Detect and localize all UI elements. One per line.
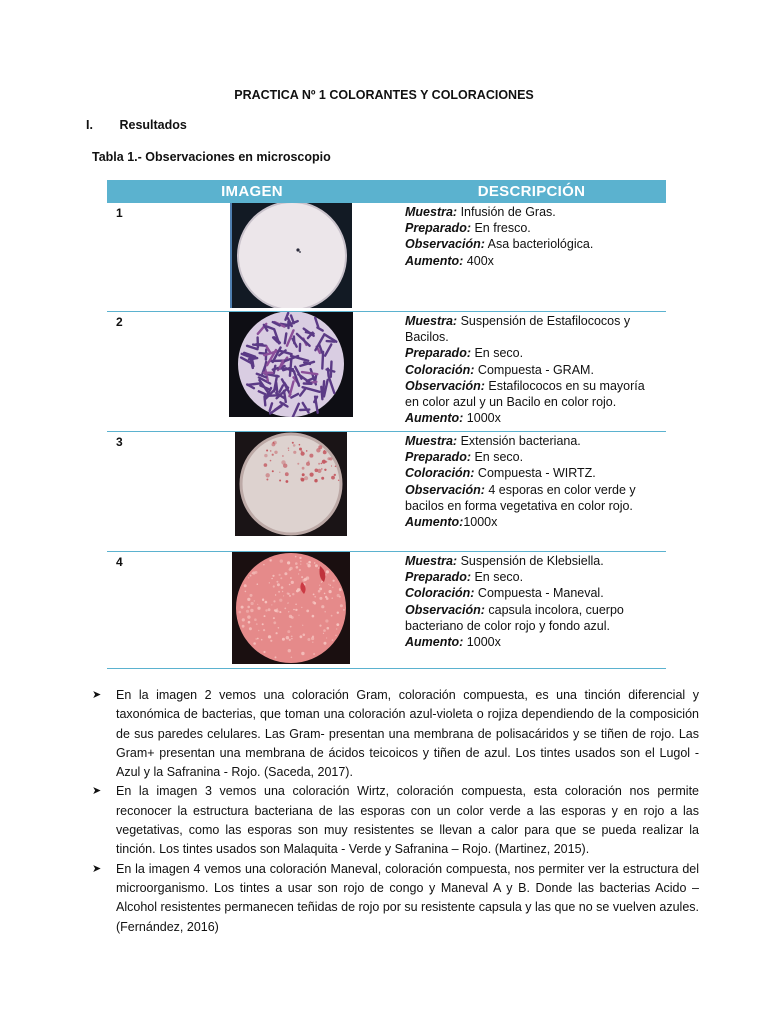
capsule-mark bbox=[290, 657, 292, 659]
capsule-mark bbox=[299, 635, 302, 638]
capsule-mark bbox=[260, 639, 262, 641]
capsule-mark bbox=[271, 578, 272, 579]
capsule-mark bbox=[241, 625, 244, 628]
capsule-mark bbox=[265, 609, 267, 611]
capsule-mark bbox=[287, 561, 290, 564]
cell-mark bbox=[291, 442, 293, 444]
capsule-mark bbox=[323, 629, 326, 632]
capsule-mark bbox=[274, 656, 276, 658]
table-row bbox=[107, 203, 666, 312]
cell-mark bbox=[300, 450, 302, 452]
capsule-mark bbox=[279, 599, 282, 602]
capsule-mark bbox=[295, 609, 297, 611]
capsule-mark bbox=[276, 581, 278, 583]
capsule-mark bbox=[302, 634, 305, 637]
list-item: ➤ En la imagen 3 vemos una coloración Wirtz, coloración compuesta, esta coloración nos permite reconocer la estructura bacteriana de las esporas con un color verde a las esporas y en rojo a las vegetativas, como las esporas son muy resistentes se llevan a calor para que se pueda realizar la tinción. Los tintes usados son Malaquita - Verde y Safranina – Rojo. (Martinez, 2015). bbox=[92, 784, 699, 857]
micrograph-image-4 bbox=[232, 552, 350, 664]
cell-mark bbox=[297, 463, 299, 465]
capsule-mark bbox=[312, 594, 314, 596]
capsule-mark bbox=[267, 635, 270, 638]
cell-mark bbox=[320, 463, 322, 465]
capsule-mark bbox=[274, 609, 277, 612]
cell-mark bbox=[269, 460, 271, 462]
cell-mark bbox=[329, 457, 332, 460]
capsule-mark bbox=[286, 592, 288, 594]
capsule-mark bbox=[250, 602, 253, 605]
capsule-mark bbox=[293, 609, 295, 611]
capsule-mark bbox=[298, 569, 300, 571]
capsule-mark bbox=[331, 639, 333, 641]
capsule-mark bbox=[267, 608, 270, 611]
cell-mark bbox=[283, 464, 287, 468]
capsule-mark bbox=[285, 636, 288, 639]
cell-mark bbox=[266, 450, 268, 452]
capsule-mark bbox=[271, 604, 272, 605]
capsule-mark bbox=[261, 623, 263, 625]
cell-mark bbox=[301, 467, 304, 470]
capsule-mark bbox=[290, 636, 292, 638]
capsule-mark bbox=[288, 568, 291, 571]
cell-mark bbox=[263, 463, 267, 467]
capsule-mark bbox=[290, 577, 292, 579]
capsule-mark bbox=[277, 627, 279, 629]
capsule-mark bbox=[253, 600, 255, 602]
micrograph-image-3 bbox=[235, 432, 347, 536]
capsule-mark bbox=[263, 651, 265, 653]
capsule-mark bbox=[240, 606, 243, 609]
capsule-mark bbox=[292, 593, 294, 595]
cell-mark bbox=[306, 462, 310, 466]
capsule-mark bbox=[323, 642, 326, 645]
cell-mark bbox=[321, 460, 325, 464]
capsule-mark bbox=[314, 562, 315, 563]
capsule-mark bbox=[308, 561, 311, 564]
capsule-mark bbox=[339, 588, 341, 590]
capsule-mark bbox=[325, 570, 328, 573]
cell-mark bbox=[292, 444, 295, 447]
capsule-mark bbox=[295, 566, 298, 569]
capsule-mark bbox=[288, 639, 290, 641]
capsule-mark bbox=[250, 609, 253, 612]
capsule-mark bbox=[339, 604, 342, 607]
row-description: Muestra: Suspensión de Estafilococos y Bacilos. Preparado: En seco. Coloración: Compuesta - GRAM. Observación: Estafilococos en su mayoría en color azul y un Bacilo en color rojo. Aumento: 1000x bbox=[397, 312, 666, 432]
header-descripcion: DESCRIPCIÓN bbox=[397, 180, 666, 203]
cell-mark bbox=[287, 447, 289, 449]
capsule-mark bbox=[238, 611, 241, 614]
table-header-row bbox=[107, 180, 666, 203]
capsule-mark bbox=[342, 609, 344, 611]
row-number: 4 bbox=[107, 552, 184, 669]
row-description: Muestra: Infusión de Gras. Preparado: En fresco. Observación: Asa bacteriológica. Aumento: 400x bbox=[397, 203, 666, 312]
capsule-mark bbox=[289, 626, 291, 628]
capsule-mark bbox=[283, 595, 284, 596]
cell-mark bbox=[309, 473, 313, 477]
capsule-mark bbox=[270, 640, 272, 642]
cell-mark bbox=[271, 470, 273, 472]
capsule-mark bbox=[299, 557, 301, 559]
capsule-mark bbox=[255, 638, 256, 639]
capsule-mark bbox=[249, 594, 252, 597]
bacillus-mark bbox=[330, 362, 331, 377]
cell-mark bbox=[298, 444, 300, 446]
list-item: ➤ En la imagen 4 vemos una coloración Maneval, coloración compuesta, nos permiter ver la estructura del microorganismo. Los tintes a usar son rojo de congo y Maneval A y B. Donde las bacterias Acido – Alcohol resistentes permanecen teñidas de rojo por su resistente capsula y las que no se vuelven azules. (Fernández, 2016) bbox=[92, 861, 699, 934]
cell-mark bbox=[285, 480, 288, 483]
capsule-mark bbox=[243, 584, 246, 587]
bacillus-mark bbox=[284, 333, 286, 343]
cell-mark bbox=[299, 448, 302, 451]
capsule-mark bbox=[255, 623, 257, 625]
cell-mark bbox=[309, 454, 313, 458]
capsule-mark bbox=[245, 610, 248, 613]
cell-mark bbox=[317, 469, 321, 473]
row-description: Muestra: Extensión bacteriana. Preparado: En seco. Coloración: Compuesta - WIRTZ. Observación: 4 esporas en color verde y bacilos en forma vegetativa en color rojo. Aumento:1000x bbox=[397, 432, 666, 552]
capsule-mark bbox=[331, 598, 332, 599]
capsule-mark bbox=[302, 625, 303, 626]
capsule-mark bbox=[319, 588, 322, 591]
cell-mark bbox=[269, 450, 271, 452]
capsule-mark bbox=[304, 578, 307, 581]
capsule-mark bbox=[279, 611, 281, 613]
capsule-mark bbox=[264, 601, 267, 604]
list-item: ➤ En la imagen 2 vemos una coloración Gram, coloración compuesta, es una tinción diferencial y taxonómica de bacterias, que toman una coloración azul-violeta o rojiza dependiendo de la composición de sus paredes celulares. Las Gram- presentan una membrana de polisacáridos y se tiñen de rojo. Las Gram+ presentan una membrana de ácidos teicoicos y tiñen de azul. Los tintes usados son el Lugol - Azul y la Safranina - Rojo. (Saceda, 2017). bbox=[92, 688, 699, 780]
capsule-mark bbox=[263, 629, 265, 631]
capsule-mark bbox=[323, 593, 325, 595]
micrograph-image-1 bbox=[230, 203, 352, 308]
cell-mark bbox=[264, 454, 267, 457]
capsule-mark bbox=[253, 642, 256, 645]
capsule-mark bbox=[284, 608, 286, 610]
capsule-mark bbox=[321, 605, 324, 608]
capsule-mark bbox=[287, 603, 288, 604]
cell-mark bbox=[271, 443, 275, 447]
capsule-mark bbox=[295, 562, 298, 565]
capsule-mark bbox=[272, 617, 274, 619]
capsule-mark bbox=[318, 567, 320, 569]
capsule-mark bbox=[257, 630, 259, 632]
capsule-mark bbox=[326, 627, 329, 630]
cell-mark bbox=[266, 479, 268, 481]
capsule-mark bbox=[336, 612, 338, 614]
capsule-mark bbox=[335, 635, 337, 637]
capsule-mark bbox=[339, 596, 341, 598]
capsule-mark bbox=[322, 633, 323, 634]
capsule-mark bbox=[248, 627, 251, 630]
bacillus-mark bbox=[289, 359, 291, 376]
capsule-mark bbox=[325, 619, 328, 622]
capsule-mark bbox=[275, 632, 277, 634]
capsule-mark bbox=[272, 575, 274, 577]
capsule-mark bbox=[306, 563, 308, 565]
capsule-mark bbox=[263, 615, 265, 617]
capsule-mark bbox=[288, 615, 291, 618]
cell-mark bbox=[305, 450, 307, 452]
capsule-mark bbox=[336, 623, 339, 626]
capsule-mark bbox=[278, 591, 280, 593]
cell-mark bbox=[330, 465, 331, 466]
cell-mark bbox=[301, 473, 304, 476]
observations-table bbox=[107, 180, 666, 669]
capsule-mark bbox=[324, 596, 326, 598]
cell-mark bbox=[334, 466, 336, 468]
capsule-mark bbox=[284, 572, 287, 575]
table-row bbox=[107, 432, 666, 552]
bacillus-mark bbox=[321, 387, 322, 399]
capsule-mark bbox=[288, 611, 289, 612]
capsule-mark bbox=[247, 577, 248, 578]
cell-mark bbox=[318, 463, 320, 465]
capsule-mark bbox=[278, 574, 280, 576]
cell-mark bbox=[279, 480, 281, 482]
capsule-mark bbox=[247, 621, 250, 624]
arrowhead-bullet-icon: ➤ bbox=[92, 689, 102, 701]
capsule-mark bbox=[272, 585, 274, 587]
table-row bbox=[107, 552, 666, 669]
capsule-mark bbox=[332, 580, 334, 582]
capsule-mark bbox=[256, 583, 258, 585]
capsule-mark bbox=[324, 611, 326, 613]
capsule-mark bbox=[247, 598, 250, 601]
capsule-mark bbox=[288, 584, 290, 586]
capsule-mark bbox=[319, 597, 322, 600]
cell-mark bbox=[323, 450, 325, 452]
capsule-mark bbox=[281, 591, 282, 592]
capsule-mark bbox=[332, 587, 333, 588]
capsule-mark bbox=[314, 564, 317, 567]
table-row bbox=[107, 312, 666, 432]
capsule-mark bbox=[263, 564, 264, 565]
capsule-mark bbox=[269, 559, 272, 562]
capsule-mark bbox=[297, 573, 298, 574]
capsule-mark bbox=[256, 638, 258, 640]
capsule-mark bbox=[306, 610, 309, 613]
document-title: PRACTICA Nº 1 COLORANTES Y COLORACIONES bbox=[234, 88, 534, 102]
cell-mark bbox=[282, 455, 284, 457]
cell-mark bbox=[300, 477, 303, 480]
capsule-mark bbox=[320, 582, 321, 583]
cell-mark bbox=[284, 472, 288, 476]
capsule-mark bbox=[281, 638, 284, 641]
row-number: 2 bbox=[107, 312, 184, 432]
micrograph-image-2 bbox=[229, 312, 353, 417]
capsule-mark bbox=[336, 628, 337, 629]
capsule-mark bbox=[326, 637, 327, 638]
capsule-mark bbox=[280, 586, 283, 589]
cell-mark bbox=[315, 479, 316, 480]
capsule-mark bbox=[279, 559, 282, 562]
capsule-mark bbox=[257, 604, 258, 605]
bacillus-mark bbox=[322, 352, 323, 369]
bacillus-mark bbox=[273, 366, 275, 373]
section-heading bbox=[86, 118, 187, 132]
capsule-mark bbox=[307, 638, 310, 641]
capsule-mark bbox=[301, 652, 304, 655]
capsule-mark bbox=[241, 618, 244, 621]
cell-mark bbox=[265, 473, 269, 477]
capsule-mark bbox=[249, 575, 251, 577]
cell-mark bbox=[337, 480, 338, 481]
cell-mark bbox=[321, 468, 322, 469]
capsule-mark bbox=[330, 615, 332, 617]
capsule-mark bbox=[295, 604, 297, 606]
capsule-mark bbox=[273, 600, 275, 602]
capsule-mark bbox=[311, 637, 314, 640]
row-number: 3 bbox=[107, 432, 184, 552]
cell-mark bbox=[333, 474, 335, 476]
discussion-list bbox=[92, 686, 699, 937]
cell-mark bbox=[324, 469, 326, 471]
capsule-mark bbox=[300, 564, 301, 565]
capsule-mark bbox=[328, 590, 331, 593]
cell-mark bbox=[288, 450, 289, 451]
capsule-mark bbox=[313, 602, 316, 605]
section-label: Resultados bbox=[119, 118, 187, 132]
capsule-mark bbox=[301, 607, 302, 608]
cell-mark bbox=[331, 476, 335, 480]
bacillus-mark bbox=[304, 362, 310, 364]
capsule-mark bbox=[280, 577, 282, 579]
capsule-mark bbox=[319, 625, 321, 627]
cell-mark bbox=[316, 448, 320, 452]
capsule-mark bbox=[268, 582, 269, 583]
header-imagen: IMAGEN bbox=[107, 180, 397, 203]
capsule-mark bbox=[252, 571, 255, 574]
capsule-mark bbox=[274, 594, 275, 595]
capsule-mark bbox=[273, 621, 276, 624]
arrowhead-bullet-icon: ➤ bbox=[92, 785, 102, 798]
table-caption: Tabla 1.- Observaciones en microscopio bbox=[92, 150, 331, 164]
arrowhead-bullet-icon: ➤ bbox=[92, 862, 102, 875]
capsule-mark bbox=[313, 653, 315, 655]
capsule-mark bbox=[244, 591, 246, 593]
capsule-mark bbox=[301, 576, 303, 578]
bacillus-mark bbox=[305, 332, 313, 334]
cell-mark bbox=[300, 452, 304, 456]
capsule-mark bbox=[317, 590, 320, 593]
capsule-mark bbox=[247, 606, 250, 609]
capsule-mark bbox=[291, 638, 292, 639]
capsule-mark bbox=[247, 615, 250, 618]
capsule-mark bbox=[294, 556, 296, 558]
capsule-mark bbox=[299, 561, 301, 563]
cell-mark bbox=[274, 451, 277, 454]
capsule-mark bbox=[276, 583, 279, 586]
row-number: 1 bbox=[107, 203, 184, 312]
cell-mark bbox=[321, 477, 324, 480]
cell-mark bbox=[293, 451, 296, 454]
capsule-mark bbox=[329, 585, 330, 586]
section-number: I. bbox=[86, 118, 93, 132]
capsule-mark bbox=[312, 642, 313, 643]
capsule-mark bbox=[296, 590, 299, 593]
row-description: Muestra: Suspensión de Klebsiella. Preparado: En seco. Coloración: Compuesta - Maneval. Observación: capsula incolora, cuerpo bacteriano de color rojo y fondo azul. Aumento: 1000x bbox=[397, 552, 666, 669]
capsule-mark bbox=[287, 630, 290, 633]
cell-mark bbox=[304, 476, 308, 480]
capsule-mark bbox=[290, 581, 293, 584]
capsule-mark bbox=[261, 599, 263, 601]
capsule-mark bbox=[319, 585, 320, 586]
capsule-mark bbox=[314, 596, 316, 598]
cell-mark bbox=[271, 454, 273, 456]
capsule-mark bbox=[257, 607, 260, 610]
cell-mark bbox=[279, 472, 280, 473]
capsule-mark bbox=[328, 584, 329, 585]
capsule-mark bbox=[298, 615, 299, 616]
capsule-mark bbox=[289, 595, 291, 597]
capsule-mark bbox=[311, 615, 314, 618]
capsule-mark bbox=[287, 649, 290, 652]
capsule-mark bbox=[254, 618, 257, 621]
